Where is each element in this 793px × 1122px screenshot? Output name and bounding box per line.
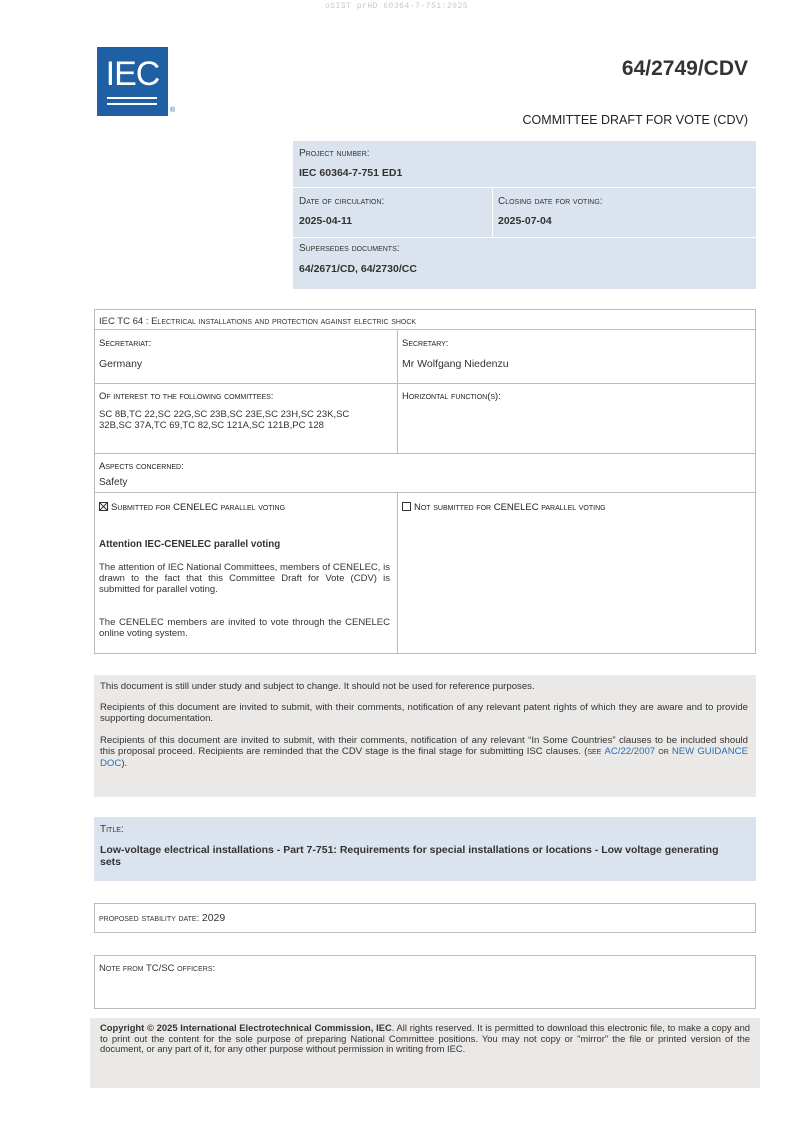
check-x-icon <box>100 503 107 510</box>
note-block <box>94 955 756 1009</box>
not-submitted-label: Not submitted for CENELEC parallel voting <box>414 502 606 513</box>
submitted-checkbox[interactable] <box>99 502 108 511</box>
logo-bar <box>107 97 157 99</box>
iec-logo <box>97 47 168 116</box>
secretary-label: Secretary: <box>402 338 449 349</box>
title-block <box>94 817 756 881</box>
secretariat-label: Secretariat: <box>99 338 152 349</box>
divider <box>397 329 398 454</box>
divider <box>95 453 755 454</box>
committee-table <box>94 309 756 654</box>
closing-date-label: Closing date for voting: <box>498 196 603 207</box>
attention-paragraph: The CENELEC members are invited to vote through the CENELEC online voting system. <box>99 617 390 639</box>
registered-mark: ® <box>170 107 176 114</box>
project-number: IEC 60364-7-751 ED1 <box>299 167 403 179</box>
notice-text: Recipients of this document are invited to submit, with their comments, notification of any relevant “In Some Countries” clauses to be included should this proposal proceed. Recipients are reminded that the CDV stage is the final stage for submitting ISC clauses. ( <box>100 735 748 758</box>
divider <box>293 237 756 238</box>
see-text: see <box>587 746 602 758</box>
supersedes-documents: 64/2671/CD, 64/2730/CC <box>299 263 417 275</box>
copyright-body: . All rights reserved. It is permitted to download this electronic file, to make a copy and to print out the content for the sole purpose of preparing National Committee positions. You may not copy or "mirror" the file or printed version of the document, or any part of it, for any other purpose without permission in writing from IEC. <box>100 1022 750 1055</box>
note-label: Note from TC/SC officers: <box>99 963 216 974</box>
interest-label: Of interest to the following committees: <box>99 391 274 402</box>
circulation-date: 2025-04-11 <box>299 215 353 227</box>
attention-paragraph: The attention of IEC National Committees, members of CENELEC, is drawn to the fact that this Committee Draft for Vote (CDV) is submitted for parallel voting. <box>99 562 390 595</box>
divider <box>293 187 756 188</box>
watermark: oSIST prHD 60364-7-751:2025 <box>324 2 469 11</box>
horizontal-function-label: Horizontal function(s): <box>402 391 501 402</box>
secretariat-value: Germany <box>99 358 143 370</box>
copyright-text <box>100 1023 750 1055</box>
document-title: Low-voltage electrical installations - Part 7-751: Requirements for special installations or locations - Low voltage generating sets <box>100 844 719 868</box>
link-ac-22-2007[interactable]: AC/22/2007 <box>604 746 656 758</box>
project-info-block <box>293 141 756 289</box>
or-text: or <box>658 746 669 758</box>
stability-date-block <box>94 903 756 933</box>
copyright-block <box>90 1018 760 1088</box>
aspects-value: Safety <box>99 477 128 488</box>
stability-label <box>99 912 225 924</box>
logo-text: IEC <box>105 55 160 93</box>
project-number-label: Project number: <box>299 148 370 159</box>
interest-committees: SC 8B,TC 22,SC 22G,SC 23B,SC 23E,SC 23H,SC 23K,SC 32B,SC 37A,TC 69,TC 82,SC 121A,SC 121B,PC 128 <box>99 409 350 431</box>
divider <box>95 492 755 493</box>
divider <box>95 329 755 330</box>
closing-date: 2025-07-04 <box>498 215 552 227</box>
not-submitted-option <box>402 502 606 513</box>
not-submitted-checkbox[interactable] <box>402 502 411 511</box>
aspects-label: Aspects concerned: <box>99 461 184 472</box>
submitted-label: Submitted for CENELEC parallel voting <box>111 502 286 513</box>
document-number: 64/2749/CDV <box>621 57 748 80</box>
divider <box>397 492 398 653</box>
notice-end: ). <box>121 757 128 769</box>
notice-block <box>94 675 756 797</box>
divider <box>95 383 755 384</box>
supersedes-label: Supersedes documents: <box>299 243 400 254</box>
link-new-guidance-doc[interactable]: NEW GUIDANCE DOC <box>100 746 748 769</box>
submitted-option <box>99 502 285 513</box>
title-label: Title: <box>100 824 124 835</box>
document-type: COMMITTEE DRAFT FOR VOTE (CDV) <box>522 113 748 127</box>
notice-paragraph: Recipients of this document are invited to submit, with their comments, notification of any relevant patent rights of which they are aware and to provide supporting documentation. <box>100 702 748 725</box>
attention-heading: Attention IEC-CENELEC parallel voting <box>99 539 281 550</box>
tc-title: IEC TC 64 : Electrical installations and protection against electric shock <box>99 316 417 327</box>
notice-paragraph-isc <box>100 735 748 769</box>
secretary-value: Mr Wolfgang Niedenzu <box>402 358 509 370</box>
stability-value: 2029 <box>201 912 226 924</box>
stability-label-text: proposed stability date: <box>99 913 200 924</box>
logo-bar <box>107 103 157 105</box>
copyright-heading: Copyright © 2025 International Electrotechnical Commission, IEC <box>100 1022 392 1033</box>
notice-paragraph: This document is still under study and subject to change. It should not be used for reference purposes. <box>100 681 535 692</box>
circulation-date-label: Date of circulation: <box>299 196 385 207</box>
divider <box>492 188 493 237</box>
